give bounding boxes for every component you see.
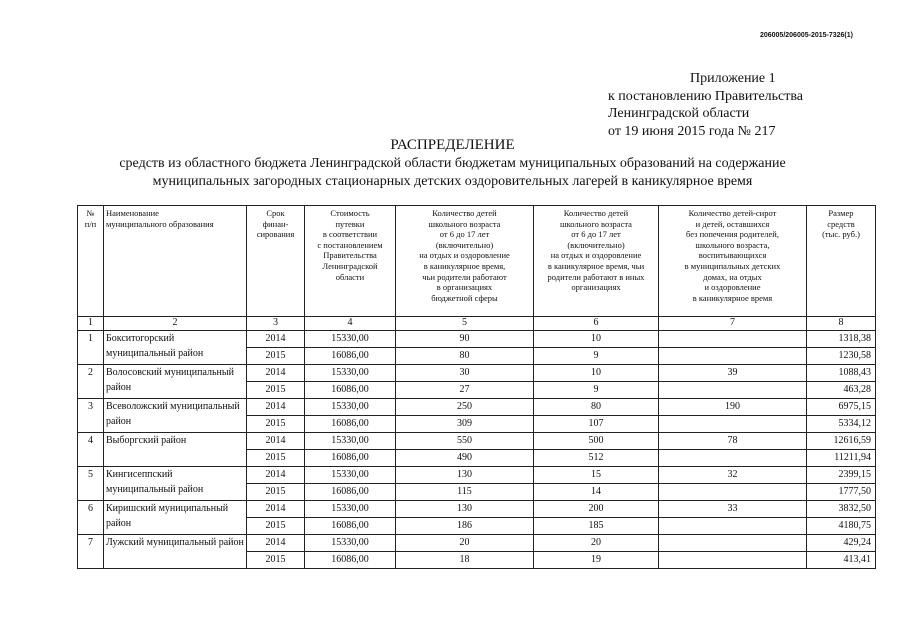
column-number: 8 <box>807 317 876 331</box>
financing-year: 2014 <box>247 365 305 382</box>
financing-year: 2014 <box>247 433 305 450</box>
financing-year: 2014 <box>247 501 305 518</box>
row-number: 7 <box>78 535 104 569</box>
table-row <box>78 331 876 348</box>
children-budget-sphere: 186 <box>396 518 534 535</box>
financing-year: 2015 <box>247 416 305 433</box>
orphans-count <box>659 348 807 365</box>
financing-year: 2015 <box>247 450 305 467</box>
orphans-count <box>659 535 807 552</box>
children-other-organizations: 185 <box>534 518 659 535</box>
orphans-count: 190 <box>659 399 807 416</box>
voucher-cost: 15330,00 <box>305 501 396 518</box>
column-number: 5 <box>396 317 534 331</box>
orphans-count: 39 <box>659 365 807 382</box>
table-row <box>78 365 876 382</box>
orphans-count: 33 <box>659 501 807 518</box>
table-row <box>78 399 876 416</box>
row-number: 2 <box>78 365 104 399</box>
children-other-organizations: 10 <box>534 331 659 348</box>
financing-year: 2015 <box>247 348 305 365</box>
column-header: Срок финан- сирования <box>247 206 305 317</box>
appendix-line-4: от 19 июня 2015 года № 217 <box>608 123 776 139</box>
financing-year: 2015 <box>247 552 305 569</box>
children-budget-sphere: 90 <box>396 331 534 348</box>
orphans-count <box>659 518 807 535</box>
funds-amount: 429,24 <box>807 535 876 552</box>
voucher-cost: 15330,00 <box>305 467 396 484</box>
children-other-organizations: 500 <box>534 433 659 450</box>
row-number: 6 <box>78 501 104 535</box>
children-budget-sphere: 550 <box>396 433 534 450</box>
orphans-count <box>659 331 807 348</box>
funds-amount: 3832,50 <box>807 501 876 518</box>
children-budget-sphere: 250 <box>396 399 534 416</box>
children-other-organizations: 20 <box>534 535 659 552</box>
row-number: 1 <box>78 331 104 365</box>
municipality-name: Всеволожский муниципальный район <box>104 399 247 433</box>
municipality-name: Лужский муниципальный район <box>104 535 247 569</box>
appendix-line-2: к постановлению Правительства <box>608 88 804 104</box>
children-other-organizations: 200 <box>534 501 659 518</box>
table-row <box>78 433 876 450</box>
orphans-count: 32 <box>659 467 807 484</box>
children-other-organizations: 512 <box>534 450 659 467</box>
children-budget-sphere: 309 <box>396 416 534 433</box>
table-row <box>78 535 876 552</box>
funds-amount: 6975,15 <box>807 399 876 416</box>
funds-amount: 2399,15 <box>807 467 876 484</box>
voucher-cost: 16086,00 <box>305 382 396 399</box>
column-number: 3 <box>247 317 305 331</box>
column-header: Количество детей школьного возраста от 6 до 17 лет (включительно) на отдых и оздоровление в каникулярное время, чьи родители работают в иных организациях <box>534 206 659 317</box>
children-budget-sphere: 130 <box>396 501 534 518</box>
column-header: Количество детей-сирот и детей, оставшихся без попечения родителей, школьного возраста, воспитывающихся в муниципальных детских домах, на отдых и оздоровление в каникулярное время <box>659 206 807 317</box>
children-other-organizations: 107 <box>534 416 659 433</box>
row-number: 3 <box>78 399 104 433</box>
column-header: Стоимость путевки в соответствии с постановлением Правительства Ленинградской области <box>305 206 396 317</box>
orphans-count <box>659 382 807 399</box>
children-other-organizations: 10 <box>534 365 659 382</box>
voucher-cost: 15330,00 <box>305 331 396 348</box>
column-number: 2 <box>104 317 247 331</box>
column-number: 4 <box>305 317 396 331</box>
orphans-count <box>659 484 807 501</box>
orphans-count: 78 <box>659 433 807 450</box>
column-header: Наименование муниципального образования <box>104 206 247 317</box>
children-budget-sphere: 80 <box>396 348 534 365</box>
children-other-organizations: 14 <box>534 484 659 501</box>
voucher-cost: 15330,00 <box>305 433 396 450</box>
children-other-organizations: 19 <box>534 552 659 569</box>
children-other-organizations: 9 <box>534 382 659 399</box>
funds-amount: 12616,59 <box>807 433 876 450</box>
financing-year: 2015 <box>247 382 305 399</box>
funds-amount: 4180,75 <box>807 518 876 535</box>
funds-amount: 1318,38 <box>807 331 876 348</box>
financing-year: 2014 <box>247 331 305 348</box>
children-other-organizations: 9 <box>534 348 659 365</box>
document-id: 206005/206005-2015-7326(1) <box>759 32 853 39</box>
funds-amount: 11211,94 <box>807 450 876 467</box>
appendix-line-1: Приложение 1 <box>690 71 776 86</box>
children-budget-sphere: 130 <box>396 467 534 484</box>
orphans-count <box>659 450 807 467</box>
row-number: 4 <box>78 433 104 467</box>
column-number: 6 <box>534 317 659 331</box>
financing-year: 2014 <box>247 467 305 484</box>
municipality-name: Киришский муниципальный район <box>104 501 247 535</box>
children-other-organizations: 15 <box>534 467 659 484</box>
financing-year: 2014 <box>247 535 305 552</box>
financing-year: 2015 <box>247 518 305 535</box>
children-budget-sphere: 20 <box>396 535 534 552</box>
voucher-cost: 16086,00 <box>305 552 396 569</box>
funds-amount: 1088,43 <box>807 365 876 382</box>
table-row <box>78 467 876 484</box>
funds-amount: 413,41 <box>807 552 876 569</box>
funds-amount: 463,28 <box>807 382 876 399</box>
children-budget-sphere: 490 <box>396 450 534 467</box>
municipality-name: Кингисеппский муниципальный район <box>104 467 247 501</box>
financing-year: 2014 <box>247 399 305 416</box>
orphans-count <box>659 552 807 569</box>
column-number-row <box>78 317 876 331</box>
voucher-cost: 15330,00 <box>305 535 396 552</box>
municipality-name: Бокситогорский муниципальный район <box>104 331 247 365</box>
voucher-cost: 16086,00 <box>305 348 396 365</box>
document-subtitle-line-2: муниципальных загородных стационарных детских оздоровительных лагерей в каникулярное время <box>152 174 753 189</box>
table-row <box>78 501 876 518</box>
children-budget-sphere: 27 <box>396 382 534 399</box>
column-number: 1 <box>78 317 104 331</box>
document-subtitle-line-1: средств из областного бюджета Ленинградской области бюджетам муниципальных образований на содержание <box>119 156 786 171</box>
funds-amount: 1230,58 <box>807 348 876 365</box>
column-header: Размер средств (тыс. руб.) <box>807 206 876 317</box>
children-budget-sphere: 30 <box>396 365 534 382</box>
funds-amount: 1777,50 <box>807 484 876 501</box>
children-budget-sphere: 18 <box>396 552 534 569</box>
column-number: 7 <box>659 317 807 331</box>
column-header: Количество детей школьного возраста от 6 до 17 лет (включительно) на отдых и оздоровление в каникулярное время, чьи родители работают в организациях бюджетной сферы <box>396 206 534 317</box>
appendix-block <box>608 70 803 140</box>
voucher-cost: 16086,00 <box>305 416 396 433</box>
financing-year: 2015 <box>247 484 305 501</box>
municipality-name: Волосовский муниципальный район <box>104 365 247 399</box>
children-other-organizations: 80 <box>534 399 659 416</box>
row-number: 5 <box>78 467 104 501</box>
orphans-count <box>659 416 807 433</box>
distribution-table <box>77 205 876 569</box>
voucher-cost: 16086,00 <box>305 518 396 535</box>
appendix-line-3: Ленинградской области <box>608 106 750 121</box>
voucher-cost: 16086,00 <box>305 450 396 467</box>
voucher-cost: 16086,00 <box>305 484 396 501</box>
document-heading: РАСПРЕДЕЛЕНИЕ <box>390 137 515 153</box>
municipality-name: Выборгский район <box>104 433 247 467</box>
voucher-cost: 15330,00 <box>305 365 396 382</box>
children-budget-sphere: 115 <box>396 484 534 501</box>
funds-amount: 5334,12 <box>807 416 876 433</box>
column-header: № п/п <box>78 206 104 317</box>
table-header-row <box>78 206 876 317</box>
voucher-cost: 15330,00 <box>305 399 396 416</box>
